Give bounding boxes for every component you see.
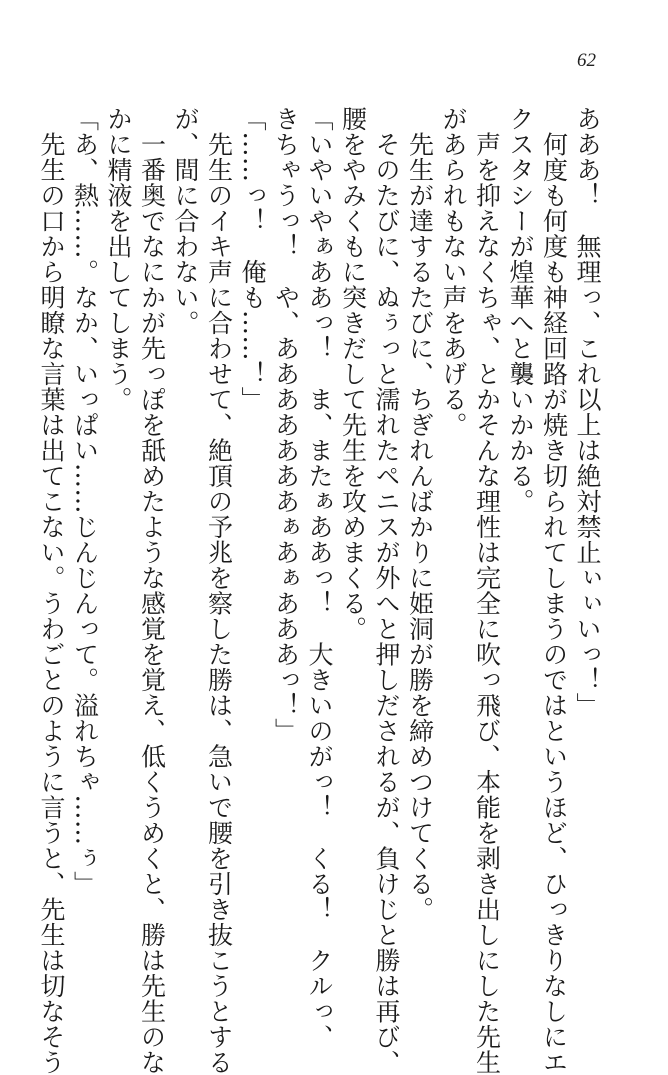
text-line: 「あ、熱……。なか、いっぱい……じんじんって。溢れちゃ……ぅ」	[70, 106, 100, 897]
text-line: あああ！ 無理っ、これ以上は絶対禁止ぃぃいっ！」	[573, 106, 602, 718]
text-line: 先生が達するたびに、ちぎれんばかりに姫洞が勝を締めつけてくる。	[405, 106, 435, 922]
text-line: 先生のイキ声に合わせて、絶頂の予兆を察した勝は、急いで腰を引き抜こうとする	[204, 106, 234, 1075]
text-line: が、間に合わない。	[171, 106, 200, 336]
text-line: 声を抑えなくちゃ、とかそんな理性は完全に吹っ飛び、本能を剥き出しにした先生	[472, 106, 502, 1075]
text-line: クスタシーが煌華へと襲いかかる。	[506, 106, 535, 514]
text-line: 先生の口から明瞭な言葉は出てこない。うわごとのように言うと、先生は切なそう	[37, 106, 66, 1075]
text-line: 「いやいやぁああっ！ ま、またぁああっ！ 大きいのがっ！ くる！ クルっ、	[305, 106, 334, 1050]
vertical-text-body	[35, 106, 605, 1075]
text-line: 「……っ！ 俺も……！」	[238, 106, 267, 412]
text-line: きちゃうっ！ や、あああああああぁあぁあああっ！」	[271, 106, 301, 744]
text-line: かに精液を出してしまう。	[104, 106, 133, 412]
text-line: 何度も何度も神経回路が焼き切られてしまうのではというほど、ひっきりなしにエ	[539, 106, 569, 1075]
text-line: 腰をやみくもに突きだして先生を攻めまくる。	[338, 106, 368, 642]
text-line: があられもない声をあげる。	[439, 106, 468, 438]
page-number: 62	[577, 50, 596, 71]
text-line: そのたびに、ぬぅっと濡れたペニスが外へと押しだされるが、負けじと勝は再び、	[372, 106, 401, 1075]
text-line: 一番奥でなにかが先っぽを舐めたような感覚を覚え、低くうめくと、勝は先生のな	[137, 106, 167, 1075]
